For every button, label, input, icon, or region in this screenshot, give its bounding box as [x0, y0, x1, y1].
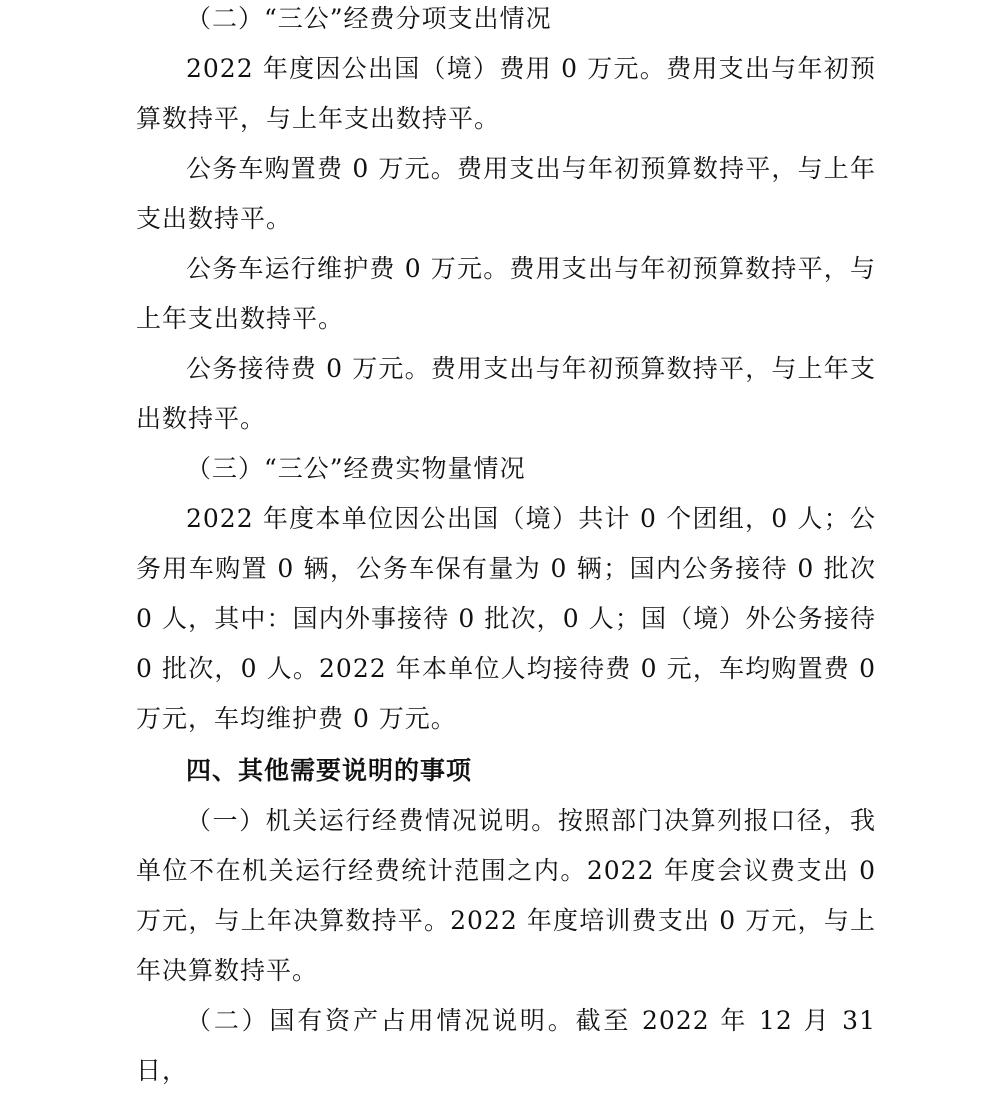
- paragraph-car-maintenance: 公务车运行维护费 0 万元。费用支出与年初预算数持平，与上年支出数持平。: [136, 254, 876, 333]
- paragraph-overseas-travel: 2022 年度因公出国（境）费用 0 万元。费用支出与年初预算数持平，与上年支出数持平。: [136, 54, 876, 133]
- paragraph-physical-quantity: 2022 年度本单位因公出国（境）共计 0 个团组，0 人；公务用车购置 0 辆，公务车保有量为 0 辆；国内公务接待 0 批次 0 人，其中：国内外事接待 0 批次，0 人；国（境）外公务接待 0 批次，0 人。2022 年本单位人均接待费 0 元，车均购置费 0 万元，车均维护费 0 万元。: [136, 504, 876, 733]
- section-heading-other-matters: 四、其他需要说明的事项: [186, 756, 473, 785]
- paragraph-car-purchase: 公务车购置费 0 万元。费用支出与年初预算数持平，与上年支出数持平。: [136, 154, 876, 233]
- paragraph-agency-operation: （一）机关运行经费情况说明。按照部门决算列报口径，我单位不在机关运行经费统计范围之内。2022 年度会议费支出 0 万元，与上年决算数持平。2022 年度培训费支出 0 万元，与上年决算数持平。: [136, 806, 876, 985]
- paragraph-state-assets: （二）国有资产占用情况说明。截至 2022 年 12 月 31 日，: [136, 1006, 876, 1085]
- paragraph-reception: 公务接待费 0 万元。费用支出与年初预算数持平，与上年支出数持平。: [136, 354, 876, 433]
- section-heading-itemized-expenses: （二）“三公”经费分项支出情况: [186, 4, 552, 33]
- section-heading-physical-quantity: （三）“三公”经费实物量情况: [186, 454, 526, 483]
